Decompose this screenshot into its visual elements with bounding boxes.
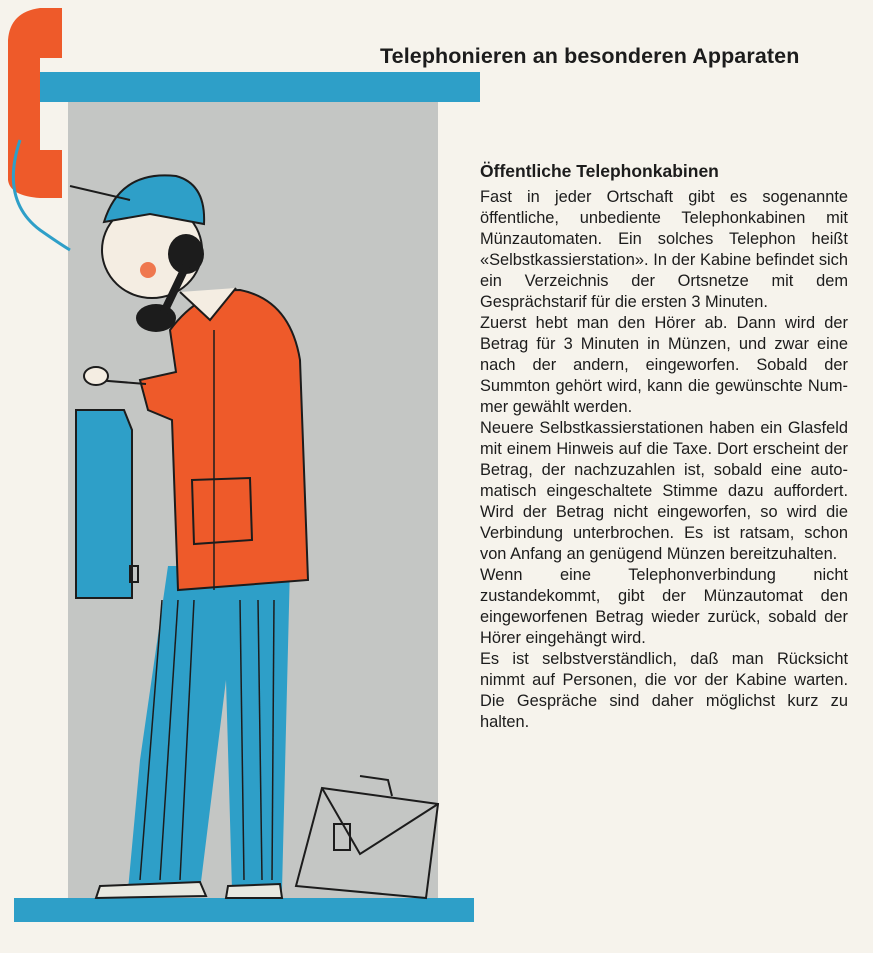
booth-top-bar <box>36 72 480 102</box>
article-column <box>480 160 848 733</box>
section-heading: Öffentliche Telephonkabinen <box>480 161 719 181</box>
coin-telephone-icon <box>76 410 138 598</box>
paragraph: Zuerst hebt man den Hörer ab. Dann wird der Betrag für 3 Minuten in Münzen, und zwar eine nach der andern, eingeworfen. Sobald der Summton gehört wird, kann die gewünschte Nummer gewählt werden. <box>480 314 848 416</box>
paragraph: Neuere Selbstkassierstationen haben ein Glasfeld mit einem Hinweis auf die Taxe. Dort erscheint der Betrag, der nachzuzahlen ist, sobald eine automatisch eingeschaltete Stimme dazu auffordert. Wird der Betrag nicht eingeworfen, so wird die Verbindung unterbrochen. Es ist ratsam, schon von Anfang an genügend Münzen bereitzuhalten. <box>480 419 848 563</box>
paragraph: Fast in jeder Ortschaft gibt es sogenannte öffentliche, unbediente Telephonkabinen mit Münzautomaten. Ein solches Telephon heißt «Selbstkassierstation». In der Kabine befindet sich ein Verzeichnis der Ortsnetze mit dem Gesprächstarif für die ersten 3 Minuten. <box>480 188 848 311</box>
paragraph: Wenn eine Telephonverbindung nicht zustandekommt, gibt der Münzautomat den eingeworfenen Betrag wieder zurück, sobald der Hörer eingehängt wird. <box>480 566 848 647</box>
paragraph: Es ist selbstverständlich, daß man Rücksicht nimmt auf Personen, die vor der Kabine warten. Die Gespräche sind daher möglichst kurz zu halten. <box>480 650 848 731</box>
telephone-receiver-icon <box>8 8 62 198</box>
page-title: Telephonieren an besonderen Apparaten <box>380 44 800 68</box>
booth-floor-bar <box>14 898 474 922</box>
